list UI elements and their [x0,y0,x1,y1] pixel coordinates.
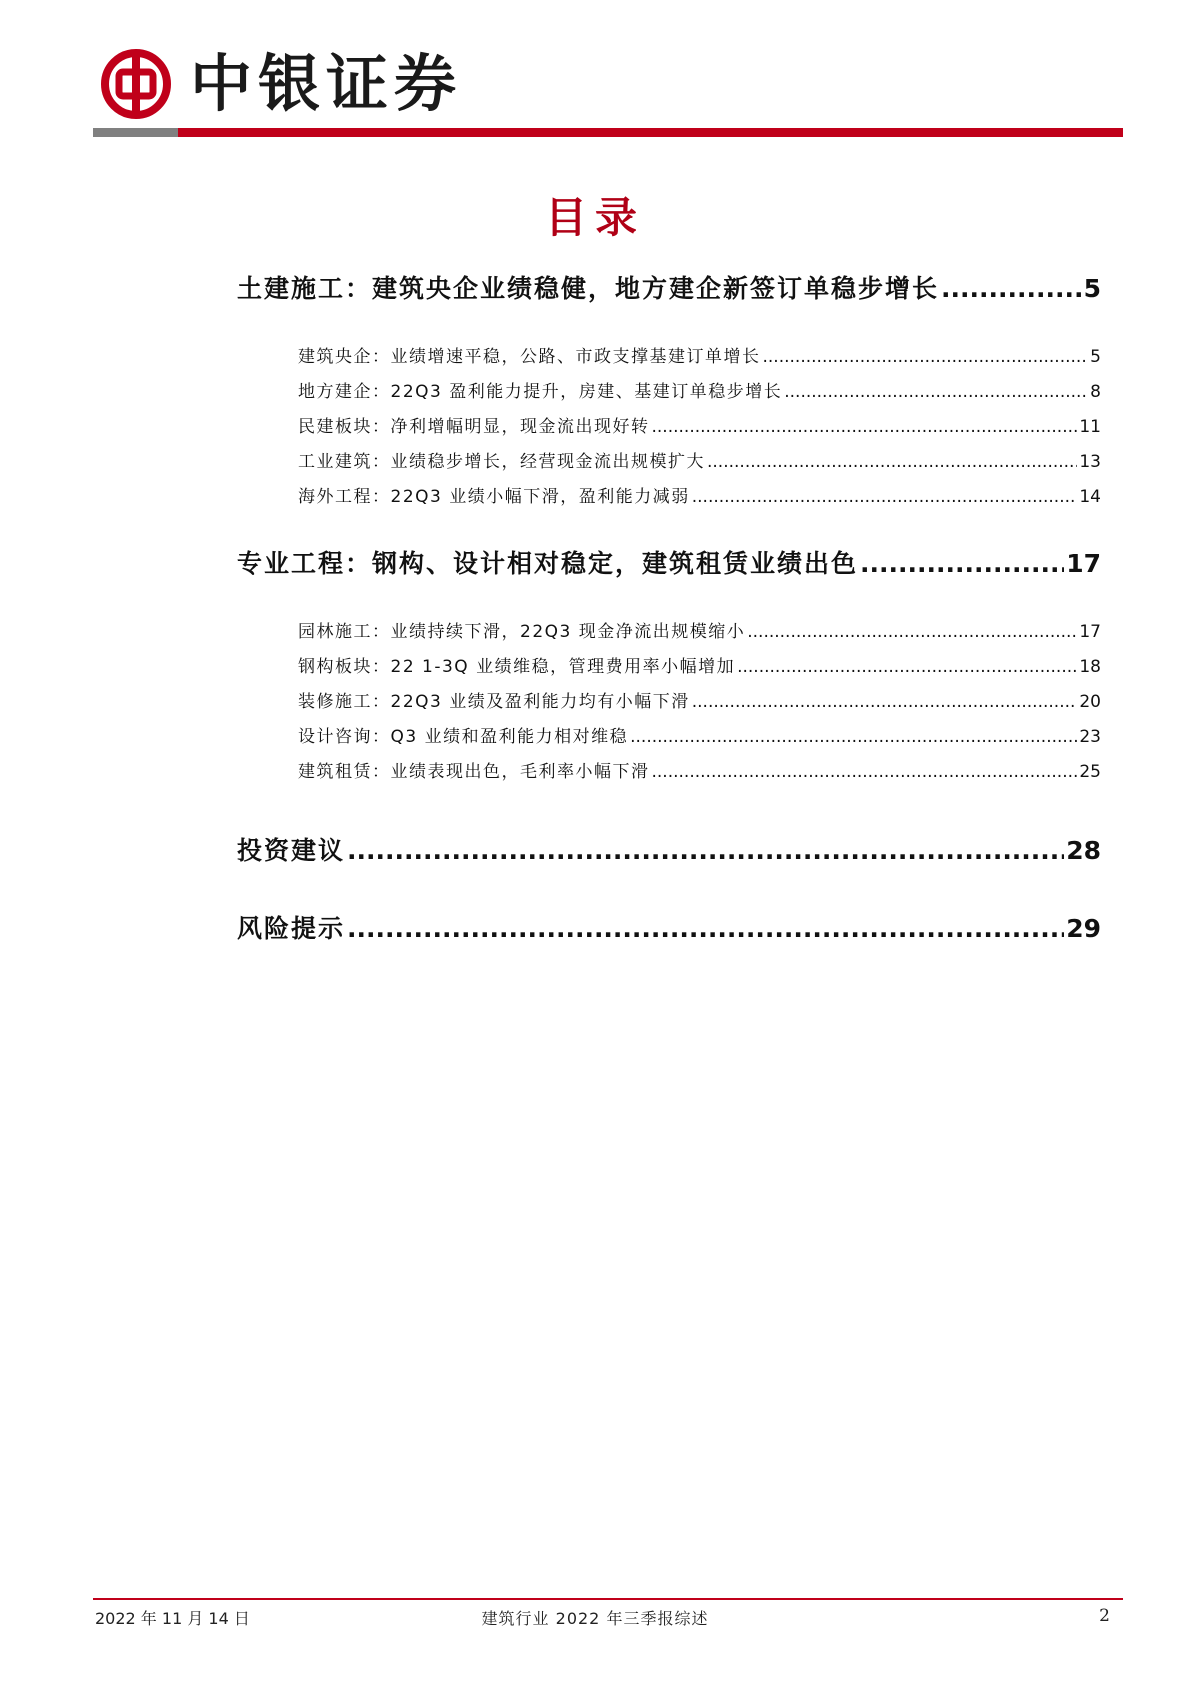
toc-section-4[interactable] [237,912,1101,946]
toc-item[interactable] [237,445,1101,480]
toc-item[interactable] [237,480,1101,515]
toc-item-label: 设计咨询：Q3 业绩和盈利能力相对维稳 [298,727,629,747]
toc-page-number: 20 [1079,692,1101,712]
toc-leader-dots [692,685,1078,720]
toc-item-label: 民建板块：净利增幅明显，现金流出现好转 [298,417,650,437]
footer-date: 2022 年 11 月 14 日 [95,1609,250,1628]
toc-item[interactable] [237,720,1101,755]
footer-report-title: 建筑行业 2022 年三季报综述 [481,1609,709,1628]
brand-name: 中银证券 [190,47,463,120]
toc-item-label: 建筑央企：业绩增速平稳，公路、市政支撑基建订单增长 [298,347,761,367]
toc-page-number: 14 [1079,487,1101,507]
toc-section-label: 投资建议 [237,836,346,865]
toc-page-number: 18 [1079,657,1101,677]
bank-of-china-logo-icon [100,48,172,120]
toc-item-label: 装修施工：22Q3 业绩及盈利能力均有小幅下滑 [298,692,690,712]
toc-item[interactable] [237,755,1101,790]
toc-section-1[interactable] [237,272,1101,306]
toc-item-label: 海外工程：22Q3 业绩小幅下滑，盈利能力减弱 [298,487,690,507]
toc-page-number: 5 [1083,274,1101,303]
toc-item-label: 园林施工：业绩持续下滑，22Q3 现金净流出规模缩小 [298,622,746,642]
toc-section-3[interactable] [237,834,1101,868]
toc-page-number: 23 [1079,727,1101,747]
toc-leader-dots [784,375,1088,410]
toc-section-label: 专业工程：钢构、设计相对稳定，建筑租赁业绩出色 [237,549,859,578]
toc-leader-dots [630,720,1077,755]
toc-item[interactable] [237,615,1101,650]
toc-item[interactable] [237,375,1101,410]
header-rule-grey [93,128,178,137]
toc-item[interactable] [237,685,1101,720]
toc-leader-dots [692,480,1078,515]
toc-leader-dots [347,912,1064,946]
toc-page-number: 17 [1066,549,1101,578]
toc-leader-dots [737,650,1077,685]
toc-page-number: 25 [1079,762,1101,782]
table-of-contents [237,272,1101,946]
toc-item-label: 地方建企：22Q3 盈利能力提升，房建、基建订单稳步增长 [298,382,783,402]
toc-page-number: 8 [1090,382,1101,402]
toc-leader-dots [347,834,1064,868]
toc-section-label: 风险提示 [237,914,346,943]
toc-page-number: 29 [1066,914,1101,943]
toc-page-number: 17 [1079,622,1101,642]
header-rule-red [178,128,1123,137]
toc-leader-dots [860,547,1064,581]
page-header [0,0,1190,140]
footer-page-number: 2 [1099,1606,1110,1626]
toc-leader-dots [652,755,1078,790]
toc-title: 目录 [544,193,645,242]
toc-page-number: 11 [1079,417,1101,437]
toc-item[interactable] [237,340,1101,375]
toc-leader-dots [763,340,1089,375]
footer-rule [93,1598,1123,1600]
toc-page-number: 13 [1079,452,1101,472]
toc-section-2[interactable] [237,547,1101,581]
toc-item-label: 工业建筑：业绩稳步增长，经营现金流出规模扩大 [298,452,705,472]
toc-page-number: 5 [1090,347,1101,367]
toc-item-label: 建筑租赁：业绩表现出色，毛利率小幅下滑 [298,762,650,782]
toc-item[interactable] [237,650,1101,685]
toc-item-label: 钢构板块：22 1-3Q 业绩维稳，管理费用率小幅增加 [298,657,736,677]
toc-page-number: 28 [1066,836,1101,865]
toc-leader-dots [941,272,1082,306]
toc-item[interactable] [237,410,1101,445]
toc-leader-dots [652,410,1078,445]
toc-leader-dots [747,615,1077,650]
toc-leader-dots [707,445,1077,480]
toc-section-label: 土建施工：建筑央企业绩稳健，地方建企新签订单稳步增长 [237,274,940,303]
